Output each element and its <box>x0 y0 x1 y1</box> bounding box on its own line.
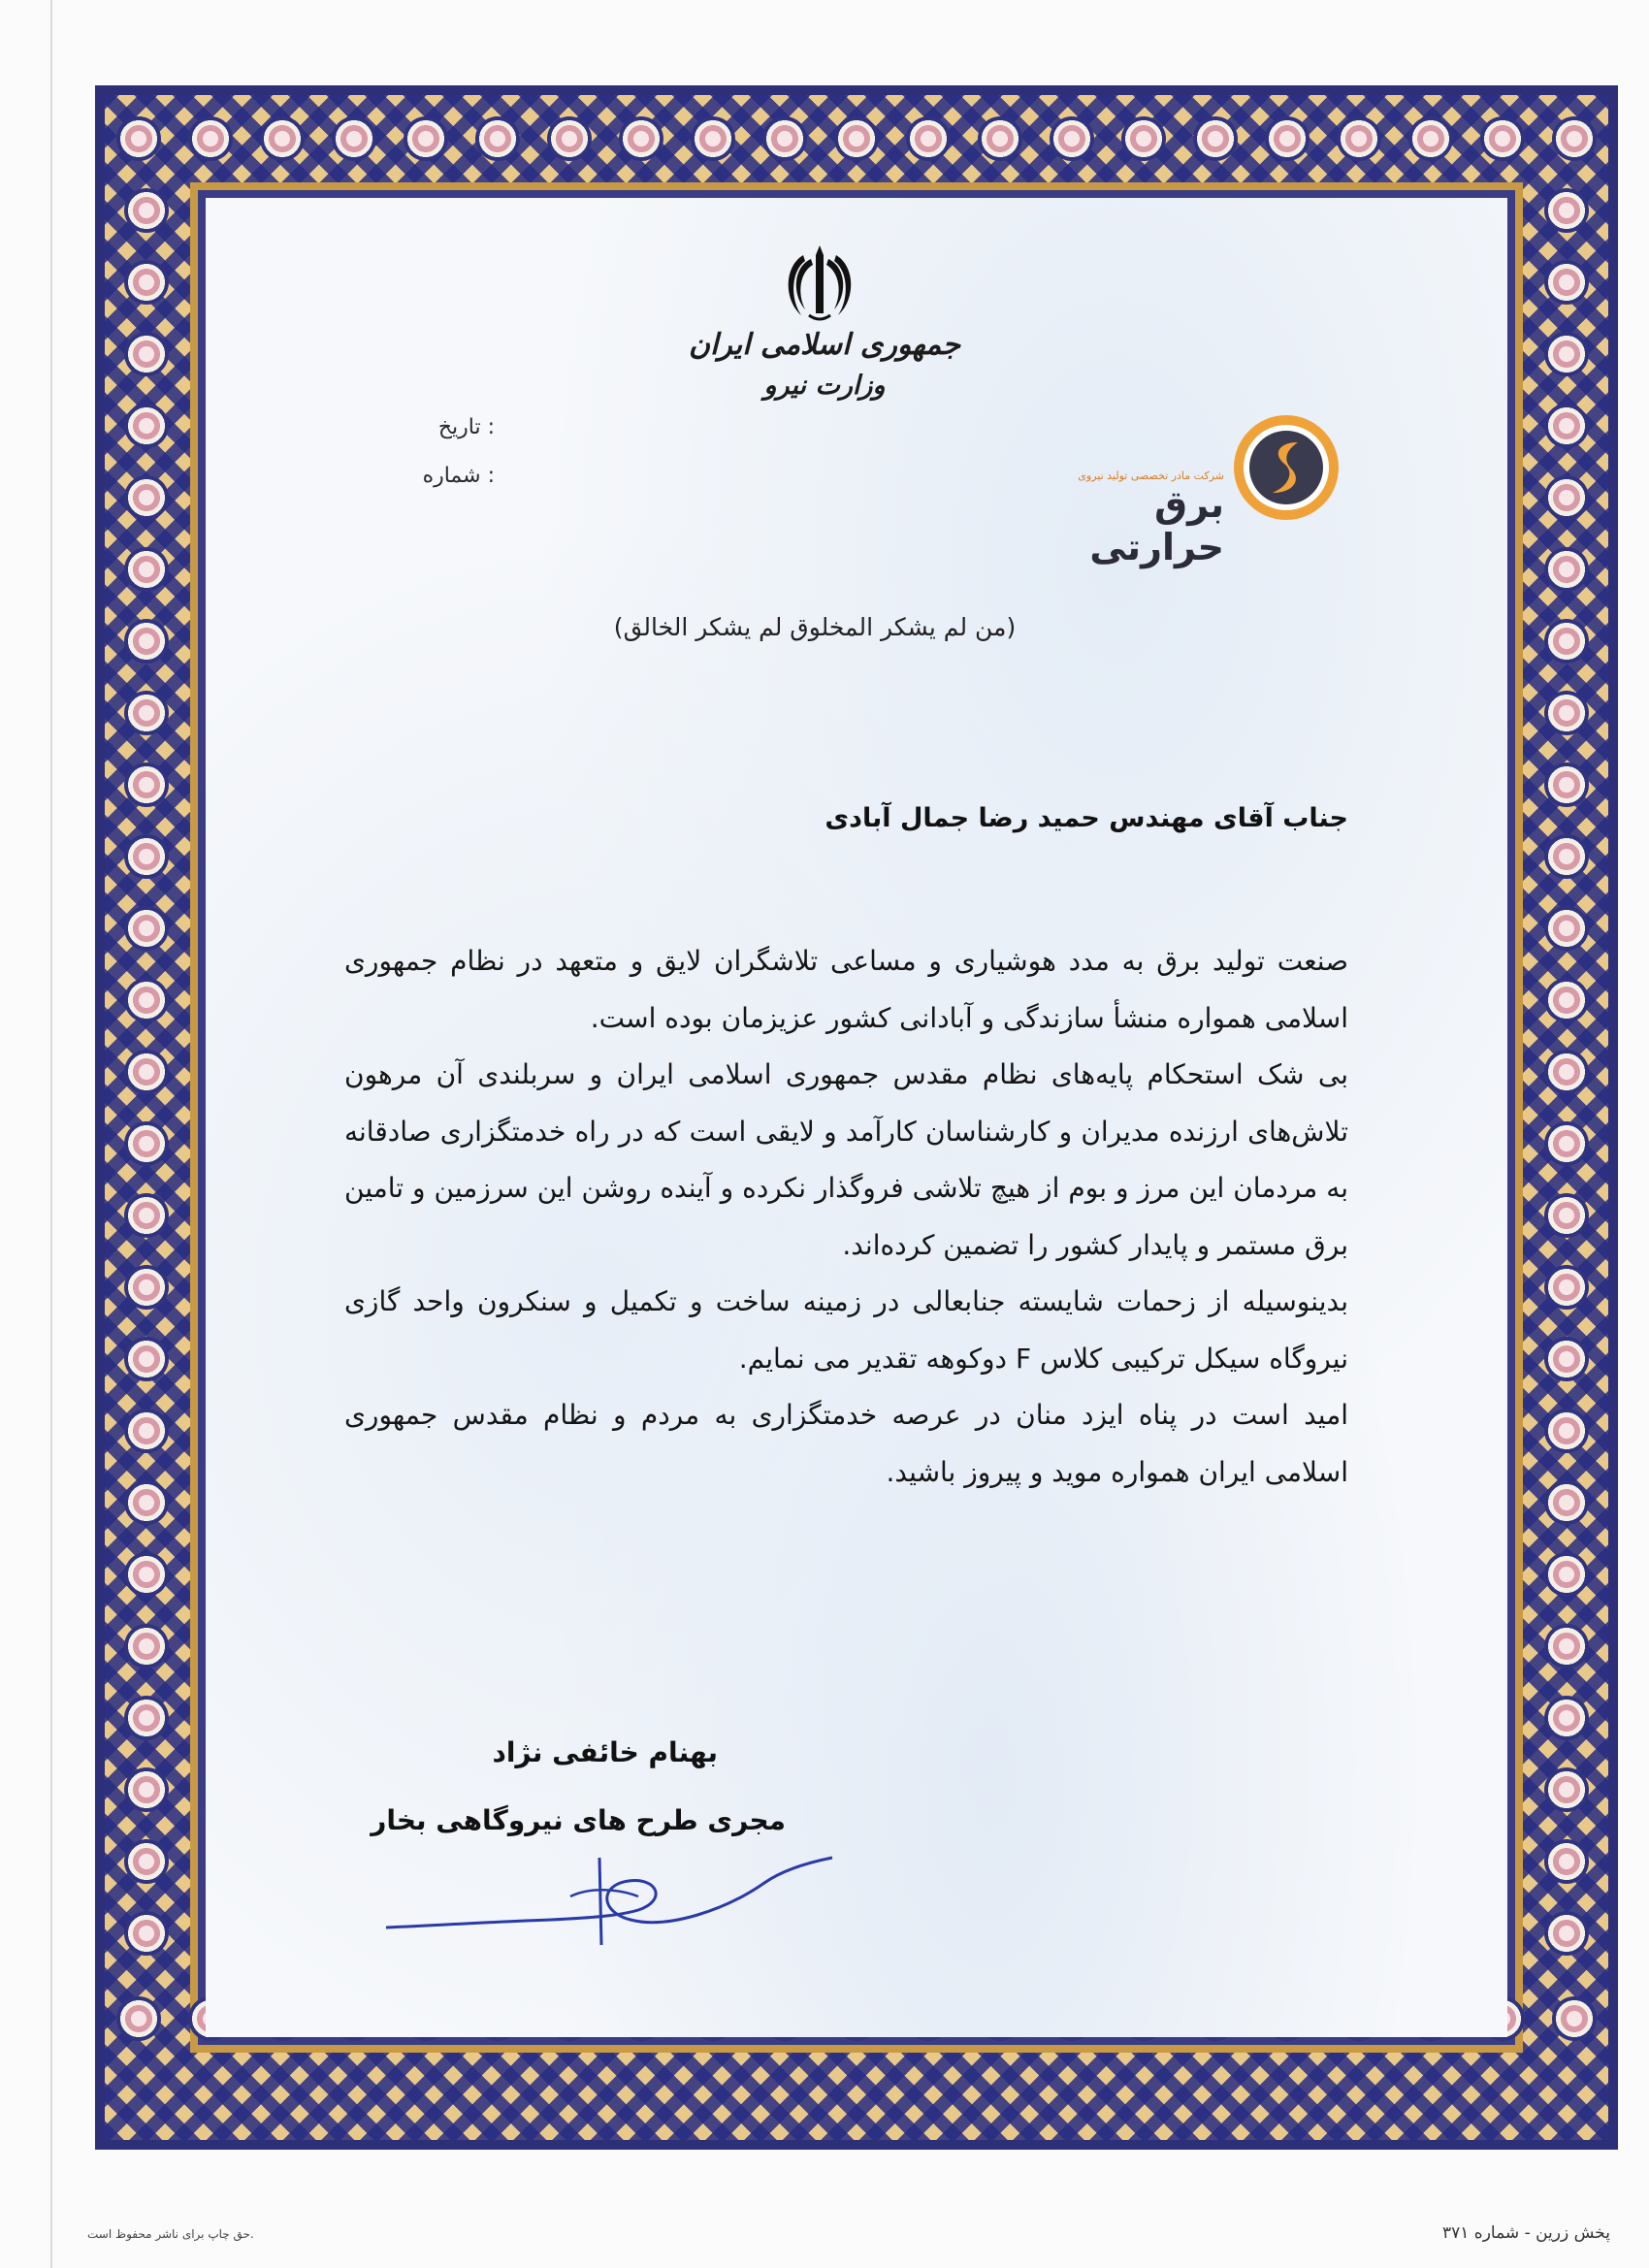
company-logo-icon <box>1230 411 1342 524</box>
border-rosette <box>834 116 879 161</box>
border-rosette <box>124 1193 169 1238</box>
border-rosette <box>124 1696 169 1740</box>
border-rosette <box>116 1996 161 2041</box>
border-rosette <box>124 1121 169 1166</box>
border-rosette <box>124 1480 169 1525</box>
border-rosette <box>1265 116 1310 161</box>
body-paragraph: بی شک استحکام پایه‌های نظام مقدس جمهوری اسلامی ایران و سربلندی آن مرهون تلاش‌های ارزنده مدیران و کارشناسان کارآمد و لایقی است که در راه خدمتگزاری صادقانه به مردمان این مرز و بوم از هیچ تلاشی فروگذار نکرده و آینده روشن این سرزمین و تامین برق مستمر و پایدار کشور را تضمین کرده‌اند. <box>344 1058 1348 1261</box>
border-rosette <box>1544 1337 1589 1381</box>
border-rosette <box>124 906 169 951</box>
signer-name: بهنام خائفی نژاد <box>492 1736 718 1768</box>
border-rosette <box>1544 260 1589 305</box>
border-rosette <box>260 116 305 161</box>
border-rosette <box>1544 1193 1589 1238</box>
border-rosette <box>124 1624 169 1669</box>
border-rosette <box>1544 475 1589 520</box>
border-rosette <box>1480 116 1525 161</box>
border-rosette <box>332 116 376 161</box>
border-rosette <box>906 116 951 161</box>
border-rosette <box>691 116 735 161</box>
border-rosette <box>1544 1050 1589 1094</box>
border-rosette <box>124 1911 169 1956</box>
border-rosette <box>978 116 1022 161</box>
border-rosette <box>124 978 169 1022</box>
border-rosette <box>404 116 448 161</box>
border-rosette <box>1544 1767 1589 1812</box>
border-rosette <box>1544 1409 1589 1453</box>
border-rosette <box>1544 1480 1589 1525</box>
company-subtitle: شرکت مادر تخصصی تولید نیروی <box>1078 470 1224 482</box>
border-rosette <box>1544 1121 1589 1166</box>
border-rosette <box>1544 762 1589 807</box>
border-rosette <box>1544 404 1589 448</box>
handwritten-signature-icon <box>376 1838 842 1955</box>
border-rosette <box>1121 116 1166 161</box>
border-rosette <box>1552 116 1597 161</box>
company-name: برق حرارتی <box>1089 483 1224 568</box>
border-rosette <box>1544 834 1589 879</box>
border-rosette <box>124 1337 169 1381</box>
border-rosette <box>547 116 592 161</box>
footer-copyright: حق چاپ برای ناشر محفوظ است. <box>87 2227 254 2241</box>
border-rosette <box>124 1050 169 1094</box>
border-rosette <box>1544 1624 1589 1669</box>
border-rosette <box>1544 1552 1589 1597</box>
border-rosette <box>124 1409 169 1453</box>
signer-title: مجری طرح های نیروگاهی بخار <box>371 1804 786 1836</box>
border-rosette <box>1544 1265 1589 1310</box>
border-rosette <box>1544 547 1589 592</box>
scan-edge <box>50 0 52 2268</box>
border-rosette <box>124 1839 169 1884</box>
border-rosette <box>124 1767 169 1812</box>
border-rosette <box>475 116 520 161</box>
number-label: شماره : <box>422 464 495 488</box>
border-rosette <box>124 475 169 520</box>
date-label: تاریخ : <box>437 415 495 439</box>
border-rosette <box>124 260 169 305</box>
border-rosette <box>124 1265 169 1310</box>
border-rosette <box>1544 332 1589 376</box>
body-paragraph: امید است در پناه ایزد منان در عرصه خدمتگزاری به مردم و نظام مقدس جمهوری اسلامی ایران همواره موید و پیروز باشید. <box>344 1399 1348 1488</box>
border-rosette <box>619 116 663 161</box>
footer-publisher: پخش زرین - شماره ۳۷۱ <box>1442 2223 1610 2243</box>
border-rosette <box>1544 188 1589 233</box>
ministry-line: وزارت نیرو <box>763 371 886 401</box>
border-rosette <box>124 332 169 376</box>
border-rosette <box>1050 116 1094 161</box>
border-rosette <box>1544 1911 1589 1956</box>
border-rosette <box>124 1552 169 1597</box>
iran-emblem-icon <box>776 238 863 325</box>
salutation: جناب آقای مهندس حمید رضا جمال آبادی <box>824 803 1348 833</box>
border-rosette <box>1544 1696 1589 1740</box>
border-rosette <box>124 834 169 879</box>
border-rosette <box>1337 116 1381 161</box>
border-rosette <box>762 116 807 161</box>
border-rosette <box>124 691 169 735</box>
country-line: جمهوری اسلامی ایران <box>688 328 961 362</box>
border-rosette <box>1544 1839 1589 1884</box>
verse: (من لم یشکر المخلوق لم یشکر الخالق) <box>613 613 1017 641</box>
border-rosette <box>124 547 169 592</box>
border-rosette <box>1544 978 1589 1022</box>
border-rosette <box>124 619 169 664</box>
border-rosette <box>124 188 169 233</box>
border-rosette <box>1544 691 1589 735</box>
border-rosette <box>1544 619 1589 664</box>
border-rosette <box>124 762 169 807</box>
border-rosette <box>1544 906 1589 951</box>
border-rosette <box>1408 116 1453 161</box>
border-rosette <box>188 116 233 161</box>
body-paragraph: صنعت تولید برق به مدد هوشیاری و مساعی تلاشگران لایق و متعهد در نظام جمهوری اسلامی همواره منشأ سازندگی و آبادانی کشور عزیزمان بوده است. <box>344 945 1348 1034</box>
border-rosette <box>1193 116 1238 161</box>
border-rosette <box>116 116 161 161</box>
border-rosette <box>1552 1996 1597 2041</box>
letter-body <box>344 933 1348 1501</box>
body-paragraph: بدینوسیله از زحمات شایسته جنابعالی در زمینه ساخت و تکمیل و سنکرون واحد گازی نیروگاه سیکل ترکیبی کلاس F دوکوهه تقدیر می نمایم. <box>344 1285 1348 1375</box>
border-rosette <box>124 404 169 448</box>
